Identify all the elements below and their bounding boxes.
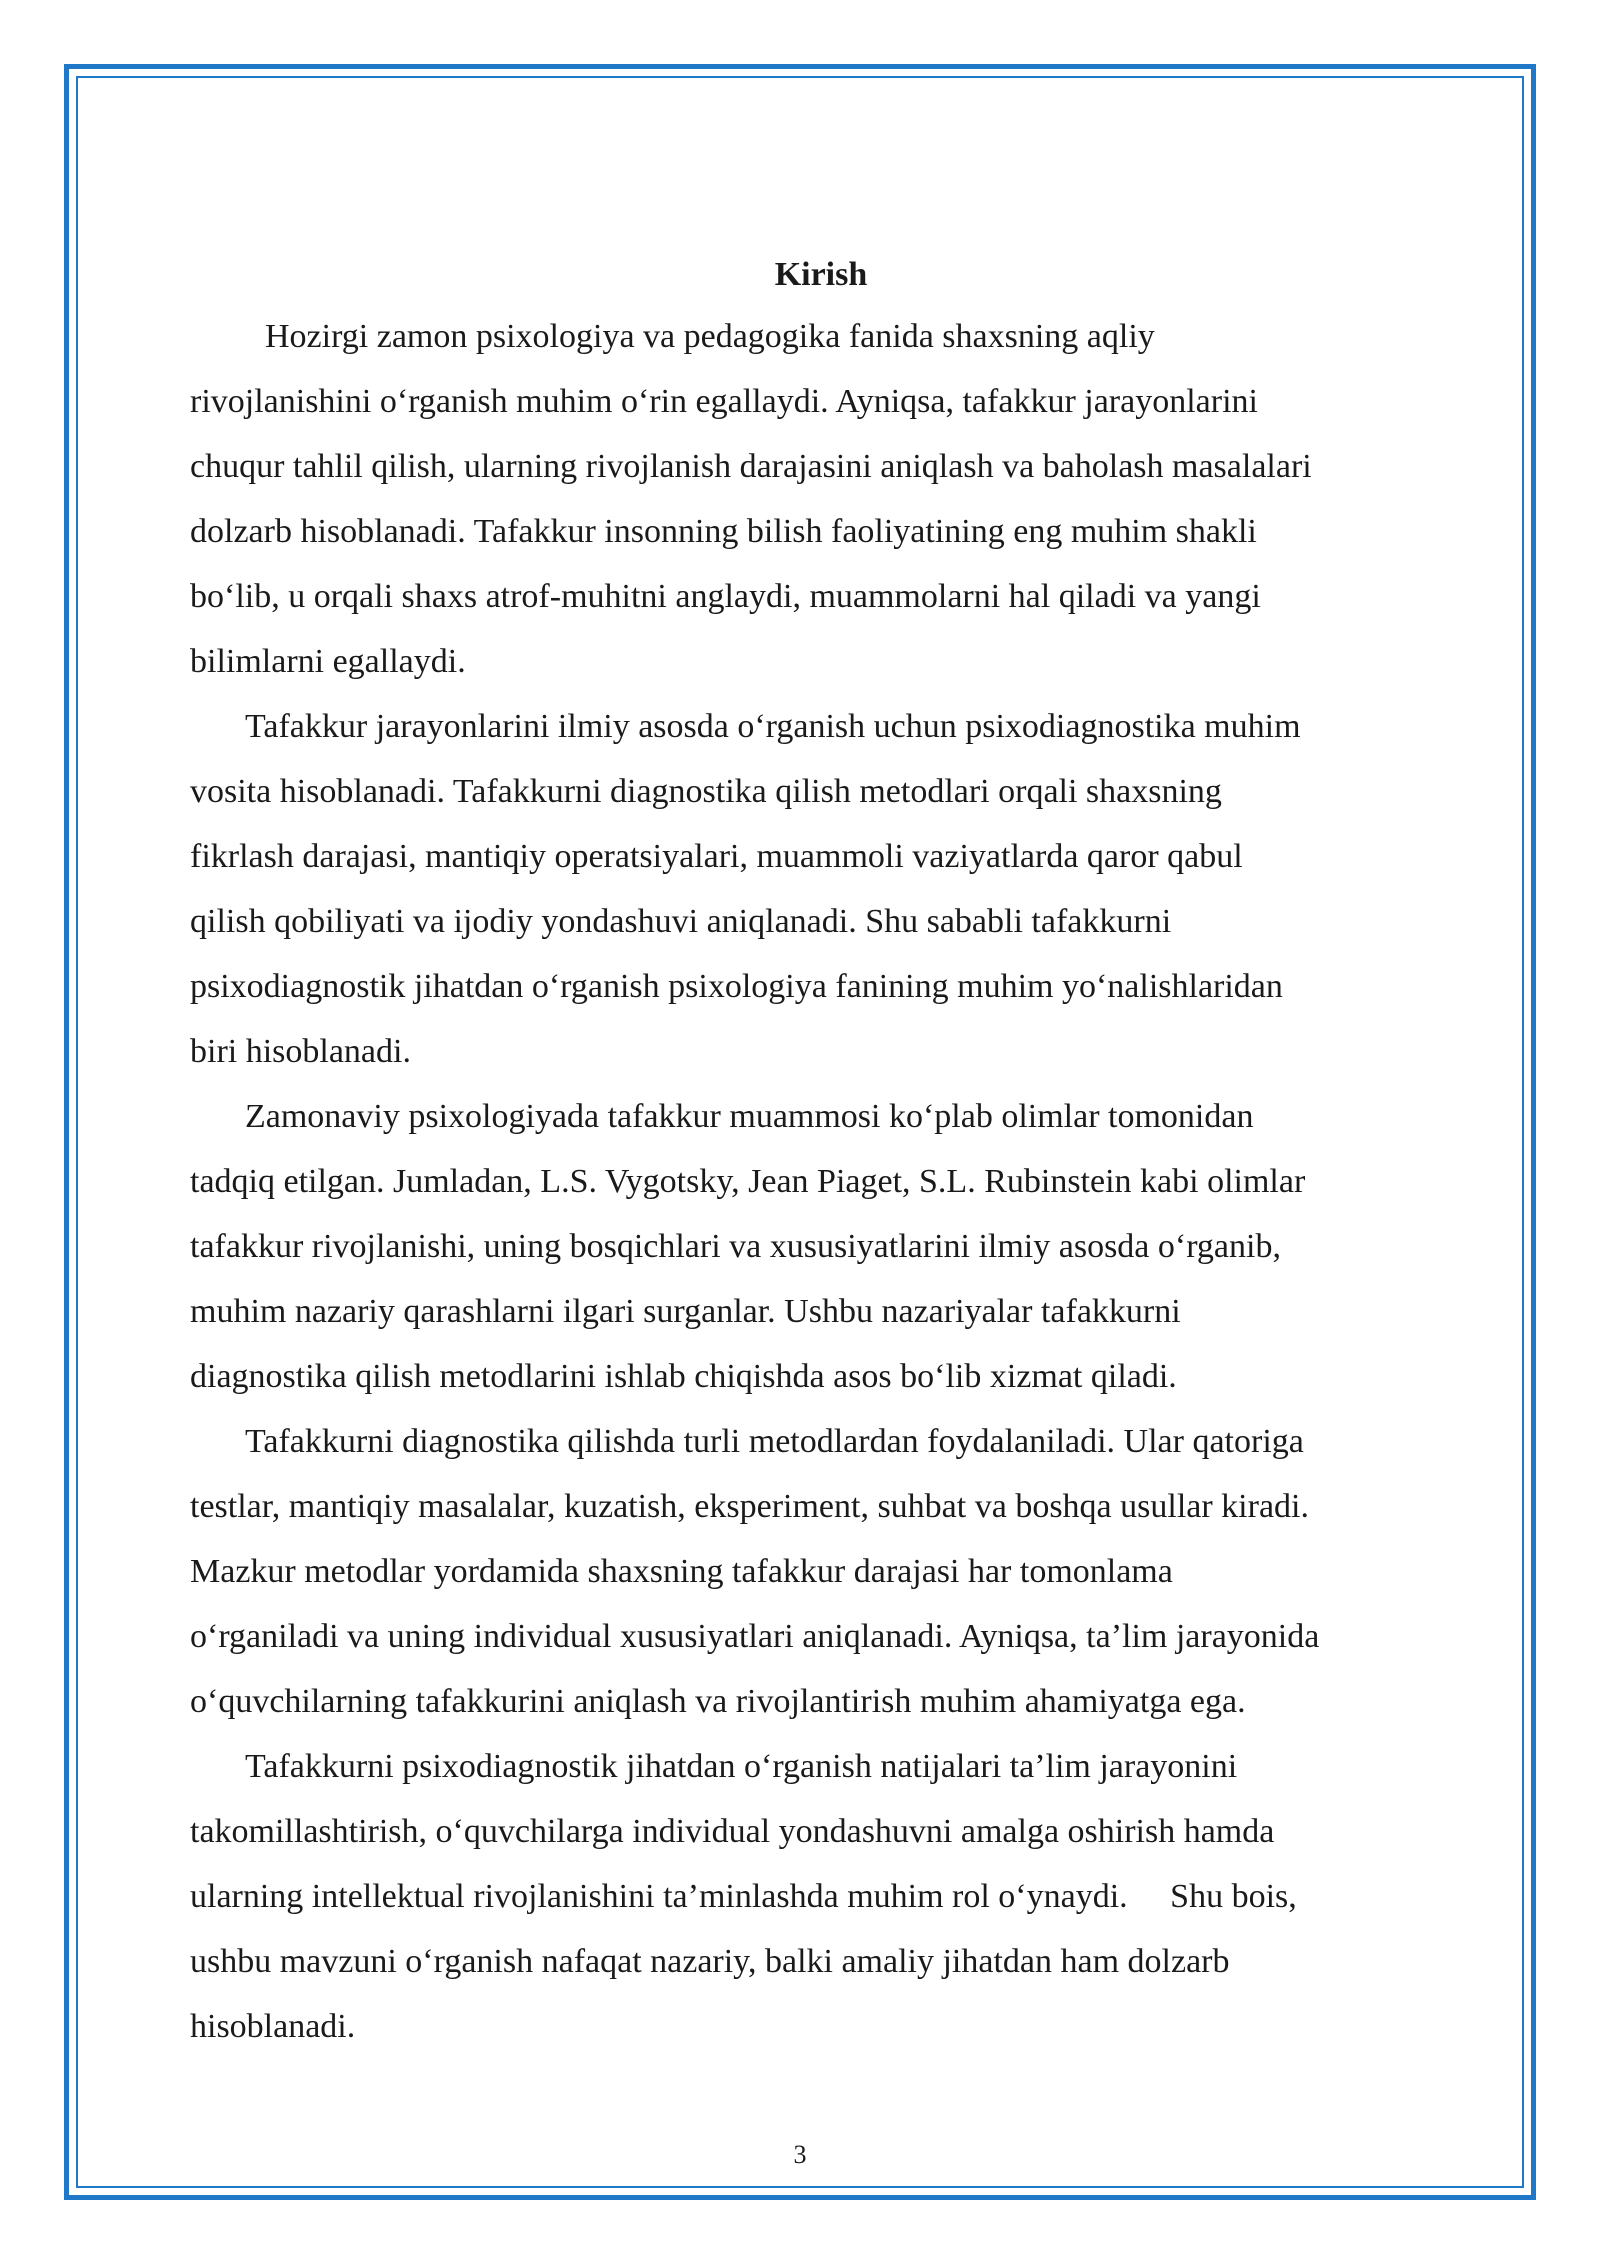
text-line: o‘quvchilarning tafakkurini aniqlash va rivojlantirish muhim ahamiyatga ega. [190,1683,1246,1720]
text-line: Tafakkurni diagnostika qilishda turli metodlardan foydalaniladi. Ular qatoriga [245,1423,1304,1460]
text-line: bo‘lib, u orqali shaxs atrof-muhitni anglaydi, muammolarni hal qiladi va yangi [190,578,1261,615]
text-line: ushbu mavzuni o‘rganish nafaqat nazariy, balki amaliy jihatdan ham dolzarb [190,1943,1230,1980]
paragraph-2 [190,694,1452,1084]
section-title: Kirish [774,256,868,293]
paragraph-3 [190,1084,1452,1409]
paragraph-5 [190,1734,1452,2059]
text-line: hisoblanadi. [190,2008,356,2045]
text-line: ularning intellektual rivojlanishini ta’minlashda muhim rol o‘ynaydi. Shu bois, [190,1878,1297,1915]
text-line: Tafakkur jarayonlarini ilmiy asosda o‘rganish uchun psixodiagnostika muhim [245,708,1301,745]
text-line: tafakkur rivojlanishi, uning bosqichlari va xususiyatlarini ilmiy asosda o‘rganib, [190,1228,1281,1265]
text-line: chuqur tahlil qilish, ularning rivojlanish darajasini aniqlash va baholash masalalari [190,448,1312,485]
paragraph-1 [190,304,1452,694]
text-line: vosita hisoblanadi. Tafakkurni diagnostika qilish metodlari orqali shaxsning [190,773,1222,810]
page-number: 3 [793,2140,807,2169]
text-line: testlar, mantiqiy masalalar, kuzatish, eksperiment, suhbat va boshqa usullar kiradi. [190,1488,1309,1525]
document-body [190,250,1452,2059]
text-line: Mazkur metodlar yordamida shaxsning tafakkur darajasi har tomonlama [190,1553,1173,1590]
text-line: psixodiagnostik jihatdan o‘rganish psixologiya fanining muhim yo‘nalishlaridan [190,968,1283,1005]
text-line: rivojlanishini o‘rganish muhim o‘rin egallaydi. Ayniqsa, tafakkur jarayonlarini [190,383,1258,420]
text-line: Hozirgi zamon psixologiya va pedagogika fanida shaxsning aqliy [265,318,1155,355]
paragraph-4 [190,1409,1452,1734]
text-line: Tafakkurni psixodiagnostik jihatdan o‘rganish natijalari ta’lim jarayonini [245,1748,1238,1785]
text-line: qilish qobiliyati va ijodiy yondashuvi aniqlanadi. Shu sababli tafakkurni [190,903,1172,940]
text-line: takomillashtirish, o‘quvchilarga individual yondashuvni amalga oshirish hamda [190,1813,1275,1850]
text-line: o‘rganiladi va uning individual xususiyatlari aniqlanadi. Ayniqsa, ta’lim jarayonida [190,1618,1320,1655]
text-line: Zamonaviy psixologiyada tafakkur muammosi ko‘plab olimlar tomonidan [245,1098,1254,1135]
text-line: fikrlash darajasi, mantiqiy operatsiyalari, muammoli vaziyatlarda qaror qabul [190,838,1243,875]
text-line: bilimlarni egallaydi. [190,643,466,680]
text-line: dolzarb hisoblanadi. Tafakkur insonning bilish faoliyatining eng muhim shakli [190,513,1257,550]
text-line: biri hisoblanadi. [190,1033,411,1070]
text-line: muhim nazariy qarashlarni ilgari surganlar. Ushbu nazariyalar tafakkurni [190,1293,1181,1330]
text-line: tadqiq etilgan. Jumladan, L.S. Vygotsky, Jean Piaget, S.L. Rubinstein kabi olimlar [190,1163,1306,1200]
text-line: diagnostika qilish metodlarini ishlab chiqishda asos bo‘lib xizmat qiladi. [190,1358,1177,1395]
